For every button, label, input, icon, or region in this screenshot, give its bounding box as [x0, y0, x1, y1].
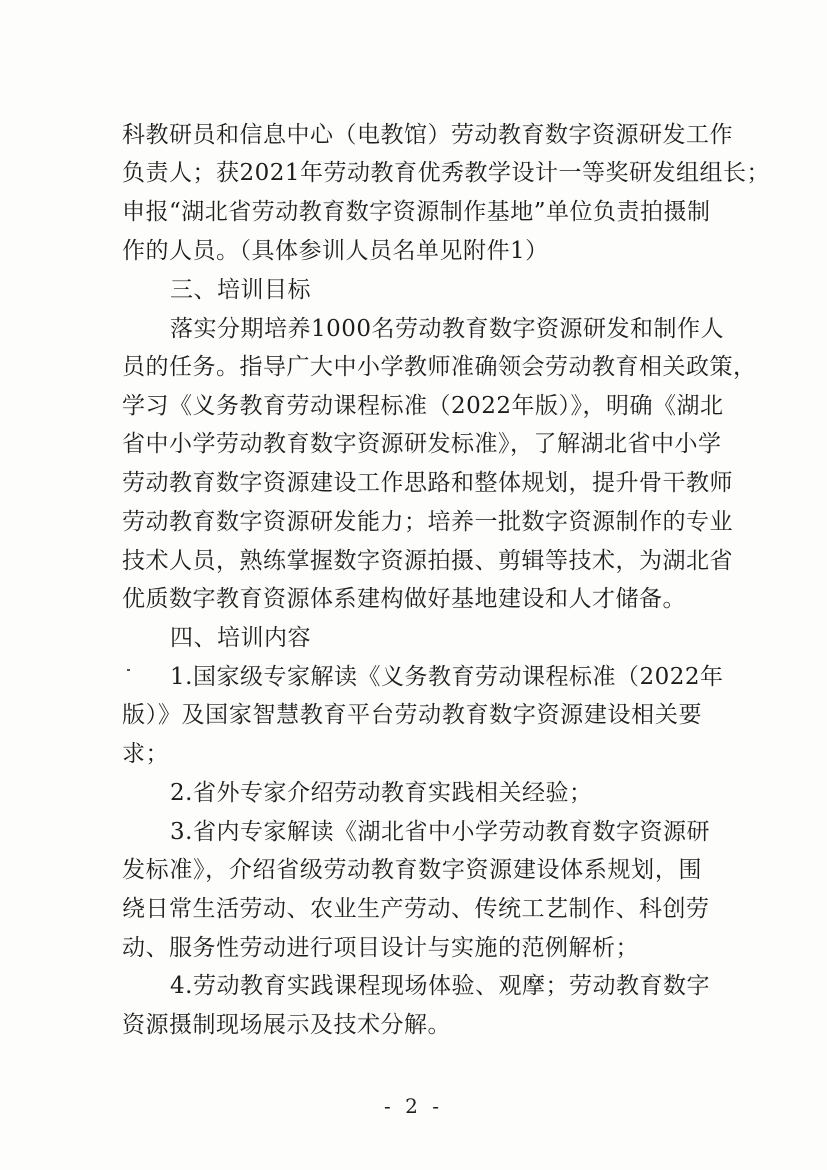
body-text-line: 劳动教育数字资源研发能力；培养一批数字资源制作的专业 — [122, 509, 733, 535]
body-text-line: 申报“湖北省劳动教育数字资源制作基地”单位负责拍摄制 — [122, 199, 711, 225]
list-item-line: 4.劳动教育实践课程现场体验、观摩；劳动教育数字 — [170, 973, 710, 999]
body-text-line: 省中小学劳动教育数字资源研发标准》，了解湖北省中小学 — [122, 431, 722, 457]
list-item-line: 绕日常生活劳动、农业生产劳动、传统工艺制作、科创劳 — [122, 896, 710, 922]
list-item-line: 求； — [122, 741, 169, 767]
body-text-line: 负责人；获2021年劳动教育优秀教学设计一等奖研发组组长； — [122, 160, 771, 186]
body-text-line: 落实分期培养1000名劳动教育数字资源研发和制作人 — [170, 316, 725, 342]
list-item-line: 1.国家级专家解读《义务教育劳动课程标准（2022年 — [170, 664, 724, 690]
list-item-line: 3.省内专家解读《湖北省中小学劳动教育数字资源研 — [170, 819, 710, 845]
list-item-line: 版）》及国家智慧教育平台劳动教育数字资源建设相关要 — [122, 702, 702, 728]
section-heading-training-content: 四、培训内容 — [170, 625, 311, 651]
list-item-line: 动、服务性劳动进行项目设计与实施的范例解析； — [122, 935, 639, 961]
scan-speck — [127, 669, 130, 671]
page-number: - 2 - — [384, 1094, 443, 1118]
body-text-line: 优质数字教育资源体系建构做好基地建设和人才储备。 — [122, 586, 686, 612]
list-item-line: 发标准》，介绍省级劳动教育数字资源建设体系规划，围 — [122, 857, 702, 883]
list-item-line: 资源摄制现场展示及技术分解。 — [122, 1012, 451, 1038]
body-text-line: 技术人员，熟练掌握数字资源拍摄、剪辑等技术，为湖北省 — [122, 548, 733, 574]
section-heading-training-goals: 三、培训目标 — [170, 277, 311, 303]
body-text-line: 作的人员。（具体参训人员名单见附件1） — [122, 238, 549, 264]
body-text-line: 劳动教育数字资源建设工作思路和整体规划，提升骨干教师 — [122, 470, 733, 496]
list-item-line: 2.省外专家介绍劳动教育实践相关经验； — [170, 780, 593, 806]
body-text-line: 学习《义务教育劳动课程标准（2022年版）》，明确《湖北 — [122, 393, 724, 419]
body-text-line: 科教研员和信息中心（电教馆）劳动教育数字资源研发工作 — [122, 122, 733, 148]
body-text-line: 员的任务。指导广大中小学教师准确领会劳动教育相关政策， — [122, 354, 757, 380]
